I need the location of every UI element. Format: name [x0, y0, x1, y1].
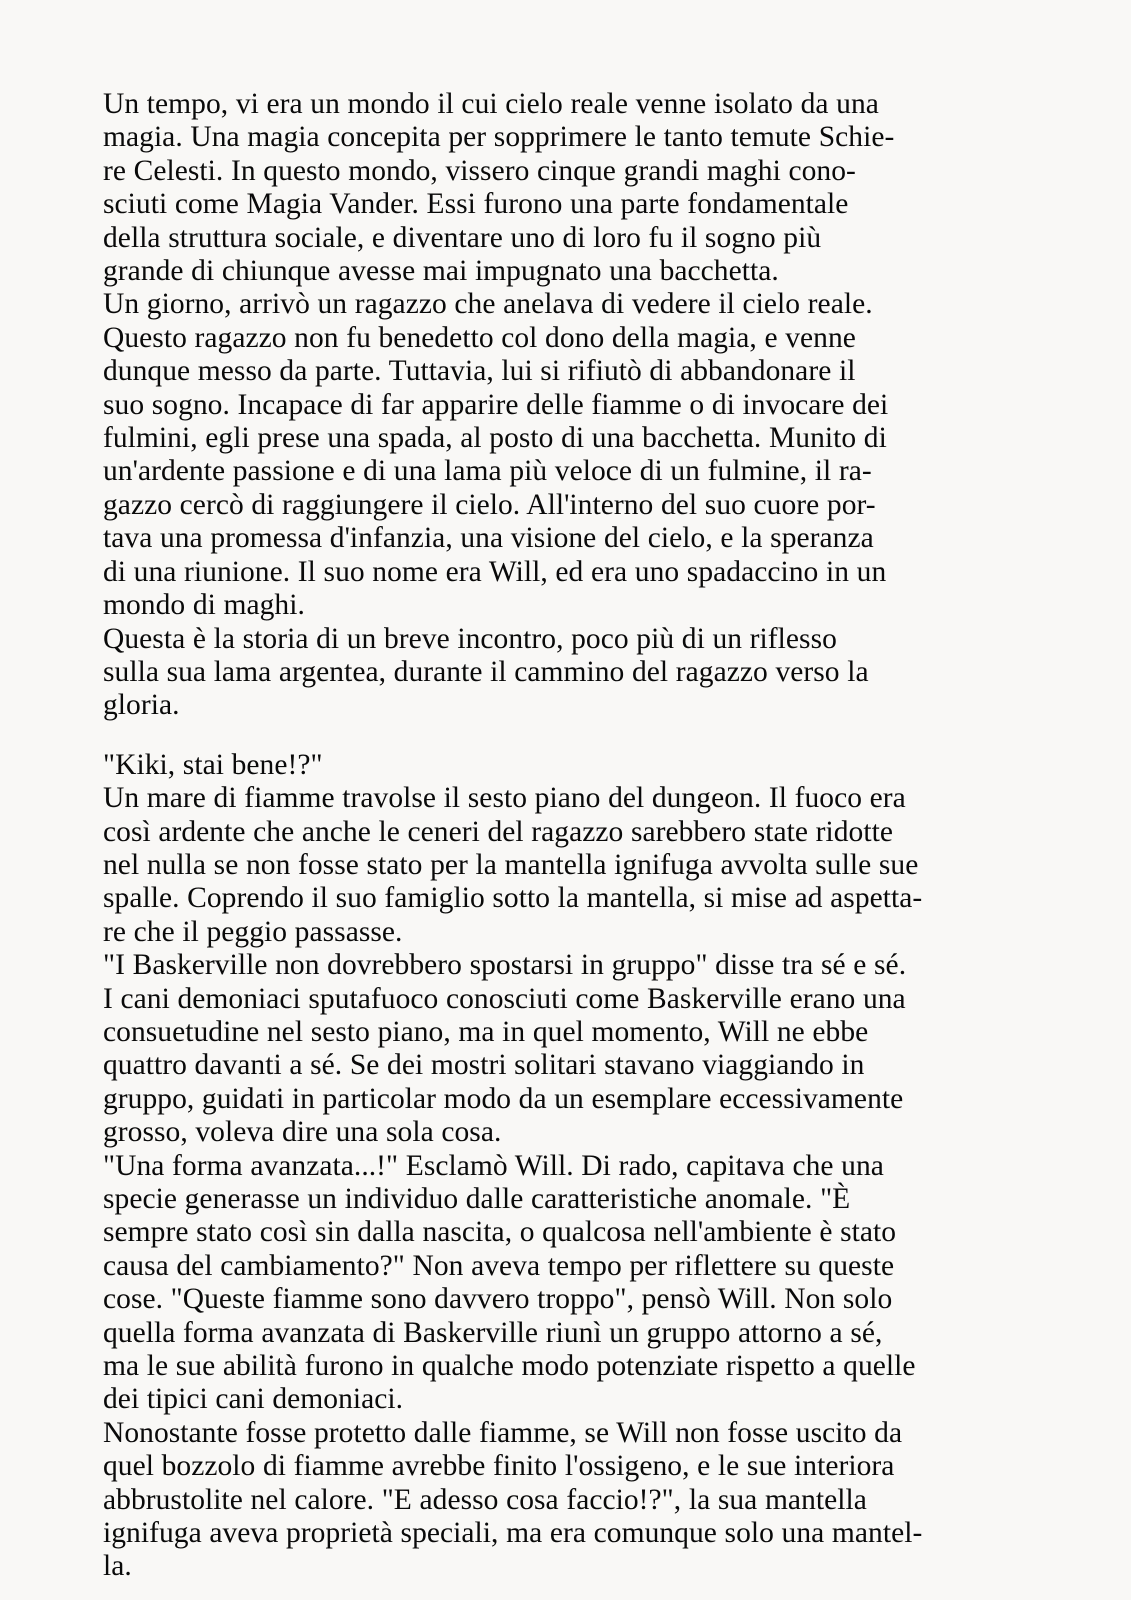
text-line: ma le sue abilità furono in qualche modo potenziate rispetto a quelle	[103, 1350, 916, 1383]
text-line: gazzo cercò di raggiungere il cielo. All'interno del suo cuore por-	[103, 488, 876, 521]
text-line: Questo ragazzo non fu benedetto col dono della magia, e venne	[103, 321, 856, 354]
text-line: gloria.	[103, 689, 180, 722]
text-line: "Kiki, stai bene!?"	[103, 748, 323, 781]
story-text-body	[103, 88, 1020, 1584]
text-line: un'ardente passione e di una lama più veloce di un fulmine, il ra-	[103, 455, 872, 488]
text-line: Un giorno, arrivò un ragazzo che anelava di vedere il cielo reale.	[103, 288, 873, 321]
text-line: "I Baskerville non dovrebbero spostarsi in gruppo" disse tra sé e sé.	[103, 949, 907, 982]
text-line: "Una forma avanzata...!" Esclamò Will. Di rado, capitava che una	[103, 1149, 884, 1182]
paragraph-scene-baskerville	[103, 949, 1020, 1149]
text-line: sempre stato così sin dalla nascita, o qualcosa nell'ambiente è stato	[103, 1216, 897, 1249]
text-line: mondo di maghi.	[103, 589, 305, 622]
text-line: specie generasse un individuo dalle caratteristiche anomale. "È	[103, 1183, 851, 1215]
text-line: Nonostante fosse protetto dalle fiamme, se Will non fosse uscito da	[103, 1416, 903, 1449]
text-line: quel bozzolo di fiamme avrebbe finito l'ossigeno, e le sue interiora	[103, 1450, 895, 1483]
text-line: I cani demoniaci sputafuoco conosciuti come Baskerville erano una	[103, 982, 906, 1015]
paragraph-scene-advanced-form	[103, 1150, 1020, 1417]
text-line: re che il peggio passasse.	[103, 915, 403, 948]
text-line: causa del cambiamento?" Non aveva tempo per riflettere su queste	[103, 1249, 895, 1282]
text-line: suo sogno. Incapace di far apparire delle fiamme o di invocare dei	[103, 388, 889, 421]
text-line: così ardente che anche le ceneri del ragazzo sarebbero state ridotte	[103, 815, 893, 848]
text-line: quattro davanti a sé. Se dei mostri solitari stavano viaggiando in	[103, 1049, 865, 1082]
text-line: la.	[103, 1550, 132, 1583]
text-line: grande di chiunque avesse mai impugnato una bacchetta.	[103, 255, 779, 288]
paragraph-dialogue-kiki	[103, 749, 1020, 782]
text-line: grosso, voleva dire una sola cosa.	[103, 1116, 502, 1149]
paragraph-scene-cloak	[103, 1417, 1020, 1584]
text-line: consuetudine nel sesto piano, ma in quel momento, Will ne ebbe	[103, 1015, 869, 1048]
text-line: Un mare di fiamme travolse il sesto piano del dungeon. Il fuoco era	[103, 782, 906, 815]
text-line: di una riunione. Il suo nome era Will, ed era uno spadaccino in un	[103, 555, 887, 588]
text-line: dunque messo da parte. Tuttavia, lui si rifiutò di abbandonare il	[103, 355, 856, 388]
text-line: Questa è la storia di un breve incontro, poco più di un riflesso	[103, 622, 837, 655]
text-line: tava una promessa d'infanzia, una visione del cielo, e la speranza	[103, 522, 874, 555]
text-line: spalle. Coprendo il suo famiglio sotto la mantella, si mise ad aspetta-	[103, 882, 923, 915]
text-line: Un tempo, vi era un mondo il cui cielo reale venne isolato da una	[103, 88, 879, 120]
text-line: nel nulla se non fosse stato per la mantella ignifuga avvolta sulle sue	[103, 848, 919, 881]
text-line: gruppo, guidati in particolar modo da un esemplare eccessivamente	[103, 1082, 904, 1115]
text-line: dei tipici cani demoniaci.	[103, 1383, 404, 1416]
paragraph-prologue-world	[103, 88, 1020, 288]
text-line: sulla sua lama argentea, durante il cammino del ragazzo verso la	[103, 655, 869, 688]
text-line: sciuti come Magia Vander. Essi furono una parte fondamentale	[103, 188, 849, 221]
text-line: cose. "Queste fiamme sono davvero troppo", pensò Will. Non solo	[103, 1283, 893, 1316]
text-line: abbrustolite nel calore. "E adesso cosa faccio!?", la sua mantella	[103, 1483, 867, 1516]
paragraph-scene-flames	[103, 782, 1020, 949]
paragraph-prologue-boy	[103, 288, 1020, 622]
text-line: della struttura sociale, e diventare uno di loro fu il sogno più	[103, 221, 822, 254]
text-line: fulmini, egli prese una spada, al posto di una bacchetta. Munito di	[103, 422, 887, 455]
text-line: magia. Una magia concepita per sopprimere le tanto temute Schie-	[103, 121, 895, 154]
text-line: re Celesti. In questo mondo, vissero cinque grandi maghi cono-	[103, 154, 856, 187]
text-line: quella forma avanzata di Baskerville riunì un gruppo attorno a sé,	[103, 1316, 883, 1349]
paragraph-prologue-story	[103, 623, 1020, 723]
text-line: ignifuga aveva proprietà speciali, ma era comunque solo una mantel-	[103, 1517, 923, 1550]
